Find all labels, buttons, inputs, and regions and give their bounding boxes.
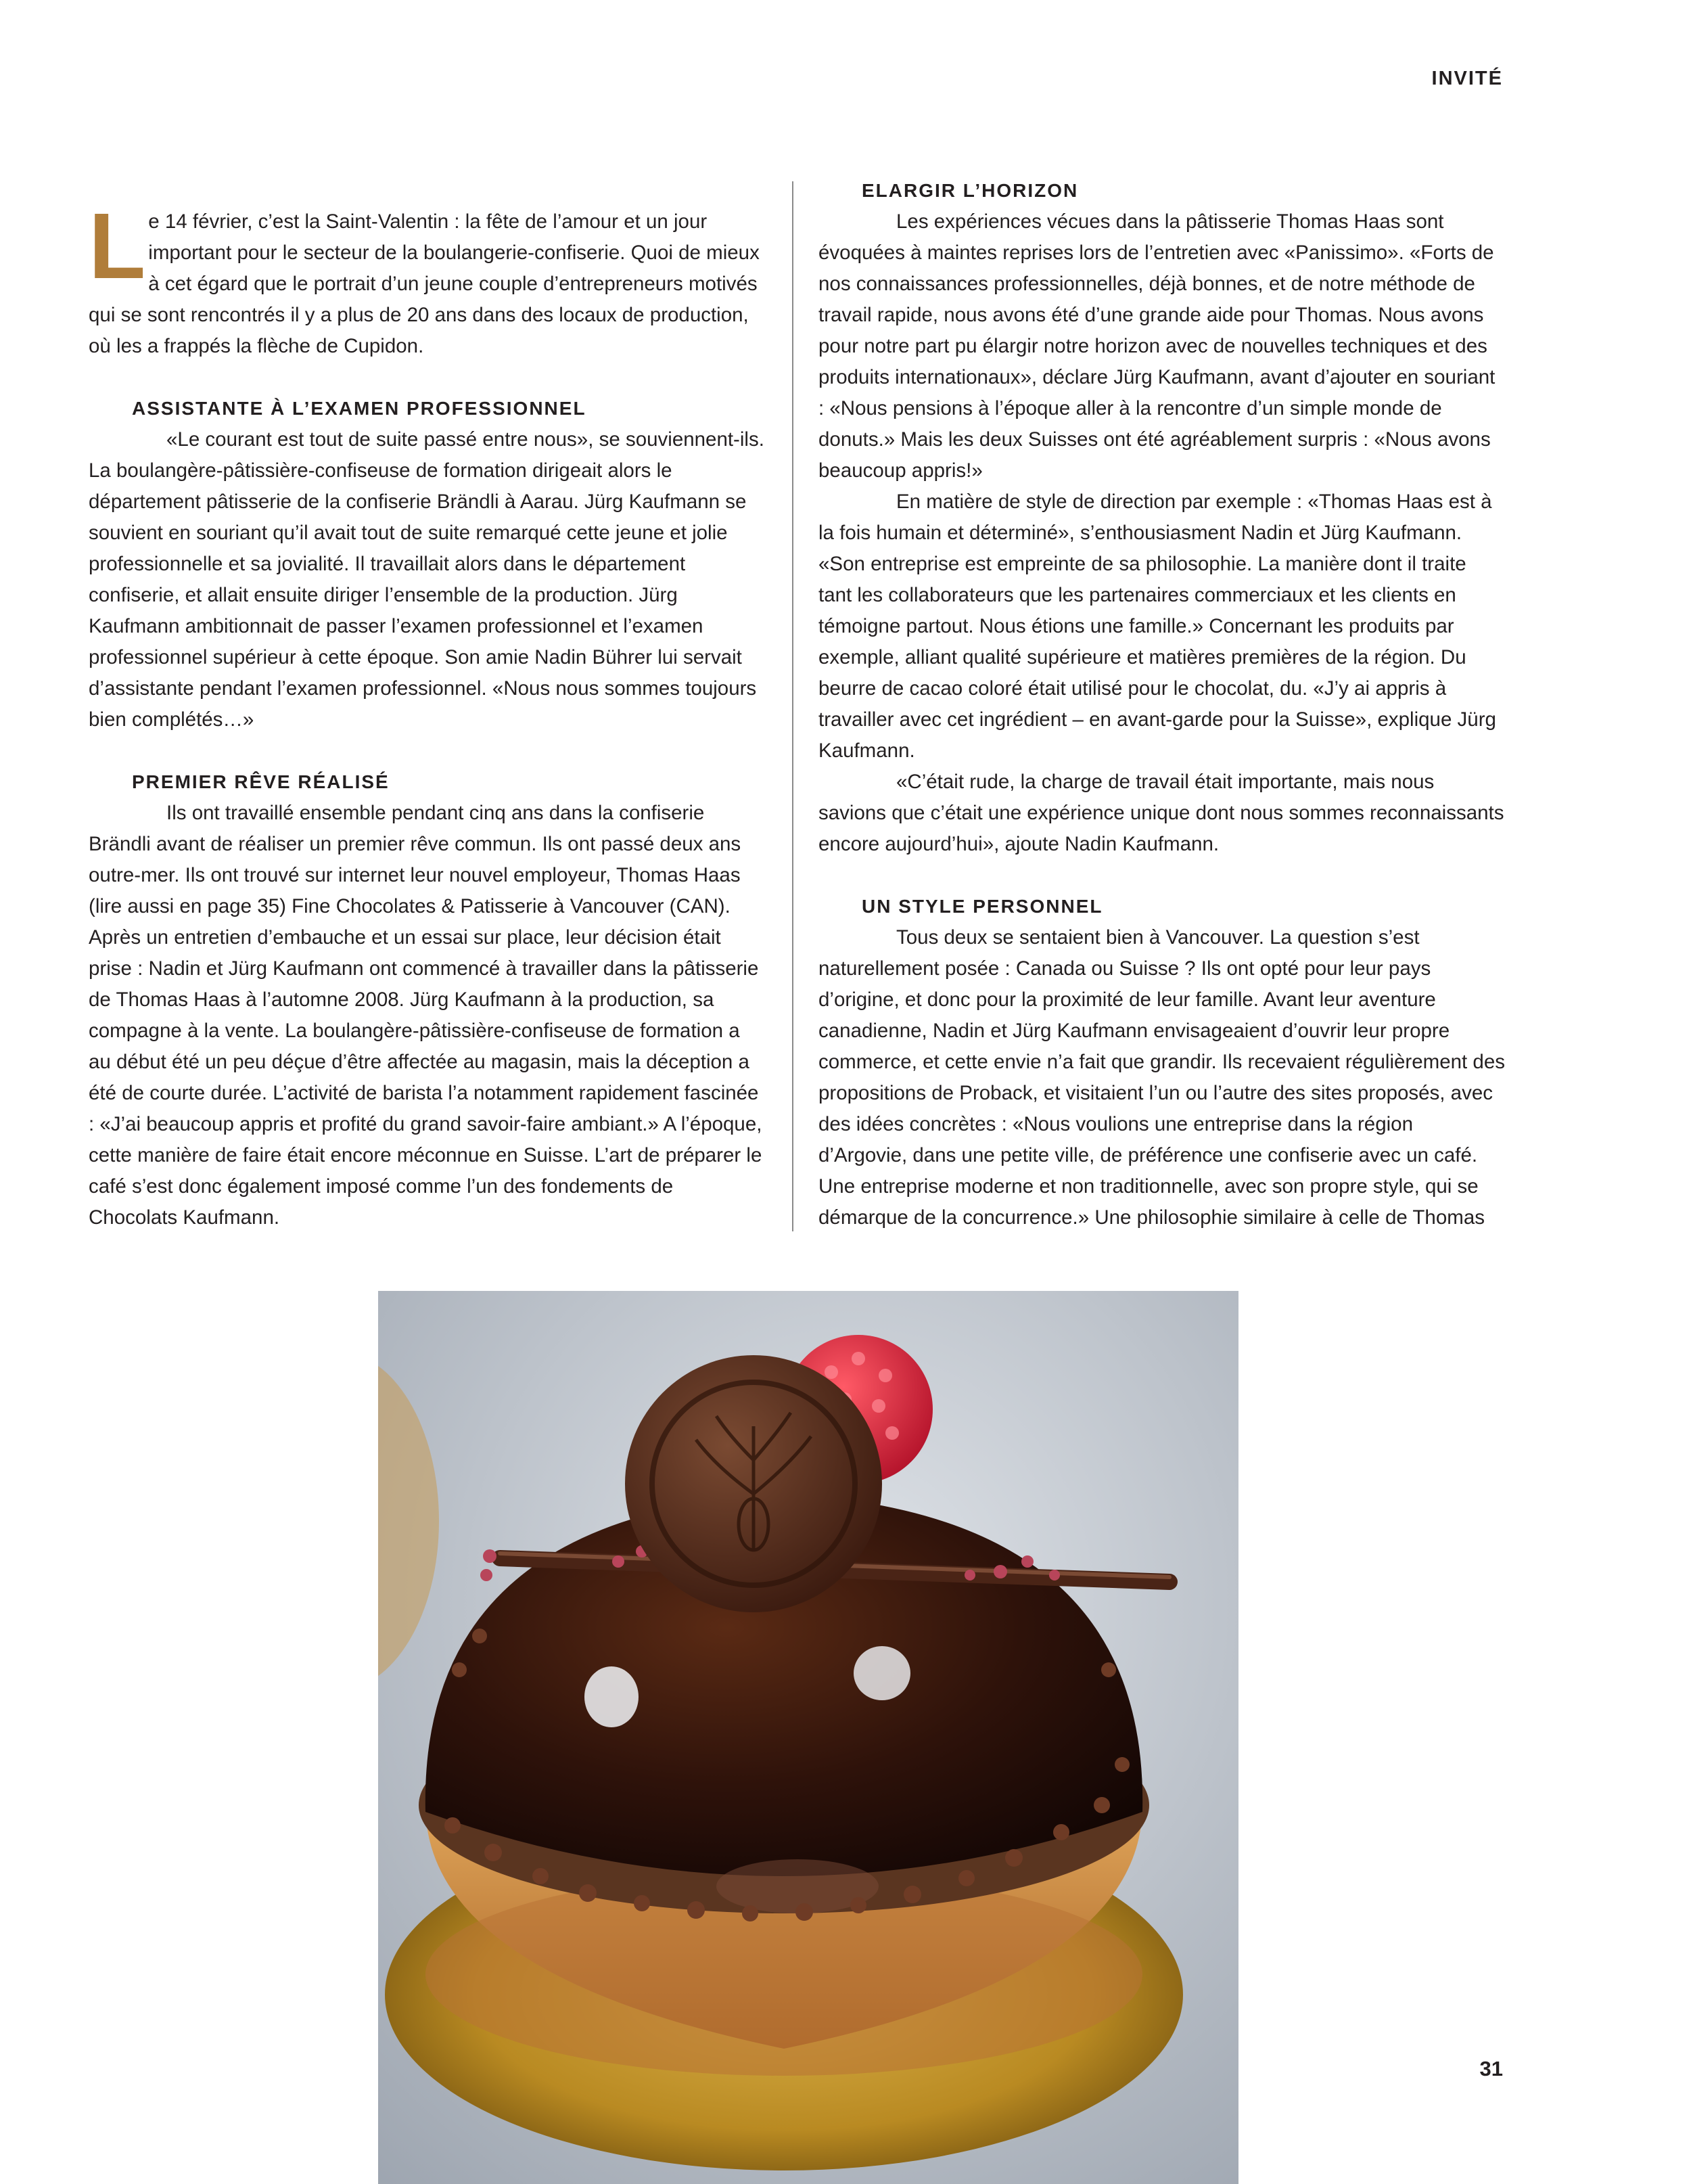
- section-label: INVITÉ: [1431, 68, 1503, 89]
- intro-text: e 14 février, c’est la Saint-Valentin : la fête de l’amour et un jour important pour le secteur de la boulangerie-confiserie. Quoi de mieux à cet égard que le portrait d’un jeune couple d’entrepreneurs motivés qui se sont rencontrés il y a plus de 20 ans dans des locaux de production, où les a frappés la flèche de Cupidon.: [89, 210, 760, 357]
- heading-assistante: ASSISTANTE À L’EXAMEN PROFESSIONNEL: [132, 398, 586, 419]
- paragraph-elargir-3: «C’était rude, la charge de travail était importante, mais nous savions que c’était une expérience unique dont nous sommes reconnaissants encore aujourd’hui», ajoute Nadin Kaufmann.: [818, 771, 1504, 855]
- page-number: 31: [1479, 2057, 1503, 2080]
- chocolate-dome-tart-photo: [378, 1291, 1238, 2184]
- heading-elargir: ELARGIR L’HORIZON: [862, 180, 1079, 201]
- paragraph-elargir-1: Les expériences vécues dans la pâtisserie Thomas Haas sont évoquées à maintes reprises lors de l’entretien avec «Panissimo». «Forts de nos connaissances professionnelles, déjà bonnes, et de notre méthode de travail rapide, nous avons été d’une grande aide pour Thomas. Nous avons pour notre part pu élargir notre horizon avec de nouvelles techniques et des produits internationaux», déclare Jürg Kaufmann, avant d’ajouter en souriant : «Nous pensions à l’époque aller à la rencontre d’un simple monde de donuts.» Mais les deux Suisses ont été agréablement surpris : «Nous avons beaucoup appris!»: [818, 210, 1496, 482]
- column-divider: [792, 181, 793, 1231]
- paragraph-style: Tous deux se sentaient bien à Vancouver. La question s’est naturellement posée : Canada ou Suisse ? Ils ont opté pour leur pays d’origine, et donc pour la proximité de leur famille. Avant leur aventure canadienne, Nadin et Jürg Kaufmann envisageaient d’ouvrir leur propre commerce, et cette envie n’a fait que grandir. Ils recevaient régulièrement des propositions de Proback, et visitaient l’un ou l’autre des sites proposés, avec des idées concrètes : «Nous voulions une entreprise dans la région d’Argovie, dans une petite ville, de préférence une confiserie avec un café. Une entreprise moderne et non traditionnelle, avec son propre style, qui se démarque de la concurrence.» Une philosophie similaire à celle de Thomas: [818, 926, 1505, 1229]
- left-column: [89, 194, 766, 1233]
- heading-style: UN STYLE PERSONNEL: [862, 896, 1103, 917]
- paragraph-premier-reve: Ils ont travaillé ensemble pendant cinq ans dans la confiserie Brändli avant de réaliser un premier rêve commun. Ils ont passé deux ans outre-mer. Ils ont trouvé sur internet leur nouvel employeur, Thomas Haas (lire aussi en page 35) Fine Chocolates & Patisserie à Vancouver (CAN). Après un entretien d’embauche et un essai sur place, leur décision était prise : Nadin et Jürg Kaufmann ont commencé à travailler dans la pâtisserie de Thomas Haas à l’automne 2008. Jürg Kaufmann à la production, sa compagne à la vente. La boulangère-pâtissière-confiseuse de formation a au début été un peu déçue d’être affectée au magasin, mais la déception a été de courte durée. L’activité de barista l’a notamment rapidement fascinée : «J’ai beaucoup appris et profité du grand savoir-faire ambiant.» A l’époque, cette manière de faire était encore méconnue en Suisse. L’art de préparer le café s’est donc également imposé comme l’un des fondements de Chocolats Kaufmann.: [89, 802, 762, 1229]
- paragraph-elargir-2: En matière de style de direction par exemple : «Thomas Haas est à la fois humain et déterminé», s’enthousiasment Nadin et Jürg Kaufmann. «Son entreprise est empreinte de sa philosophie. La manière dont il traite tant les collaborateurs que les partenaires commerciaux et les clients en témoigne partout. Nous étions une famille.» Concernant les produits par exemple, alliant qualité supérieure et matières premières de la région. Du beurre de cacao coloré était utilisé pour le chocolat, du. «J’y ai appris à travailler avec cet ingrédient – en avant-garde pour la Suisse», explique Jürg Kaufmann.: [818, 491, 1496, 762]
- intro-paragraph: [89, 194, 766, 362]
- paragraph-assistante: «Le courant est tout de suite passé entre nous», se souviennent-ils. La boulangère-pâtissière-confiseuse de formation dirigeait alors le département pâtisserie de la confiserie Brändli à Aarau. Jürg Kaufmann se souvient en souriant qu’il avait tout de suite remarqué cette jeune et jolie professionnelle et sa jovialité. Il travaillait alors dans le département confiserie, et allait ensuite diriger l’ensemble de la production. Jürg Kaufmann ambitionnait de passer l’examen professionnel et l’examen professionnel supérieur à cette époque. Son amie Nadin Bührer lui servait d’assistante pendant l’examen professionnel. «Nous nous sommes toujours bien complétés…»: [89, 428, 764, 731]
- heading-premier-reve: PREMIER RÊVE RÉALISÉ: [132, 771, 390, 792]
- drop-cap: L: [89, 194, 146, 298]
- right-column: [818, 175, 1505, 1233]
